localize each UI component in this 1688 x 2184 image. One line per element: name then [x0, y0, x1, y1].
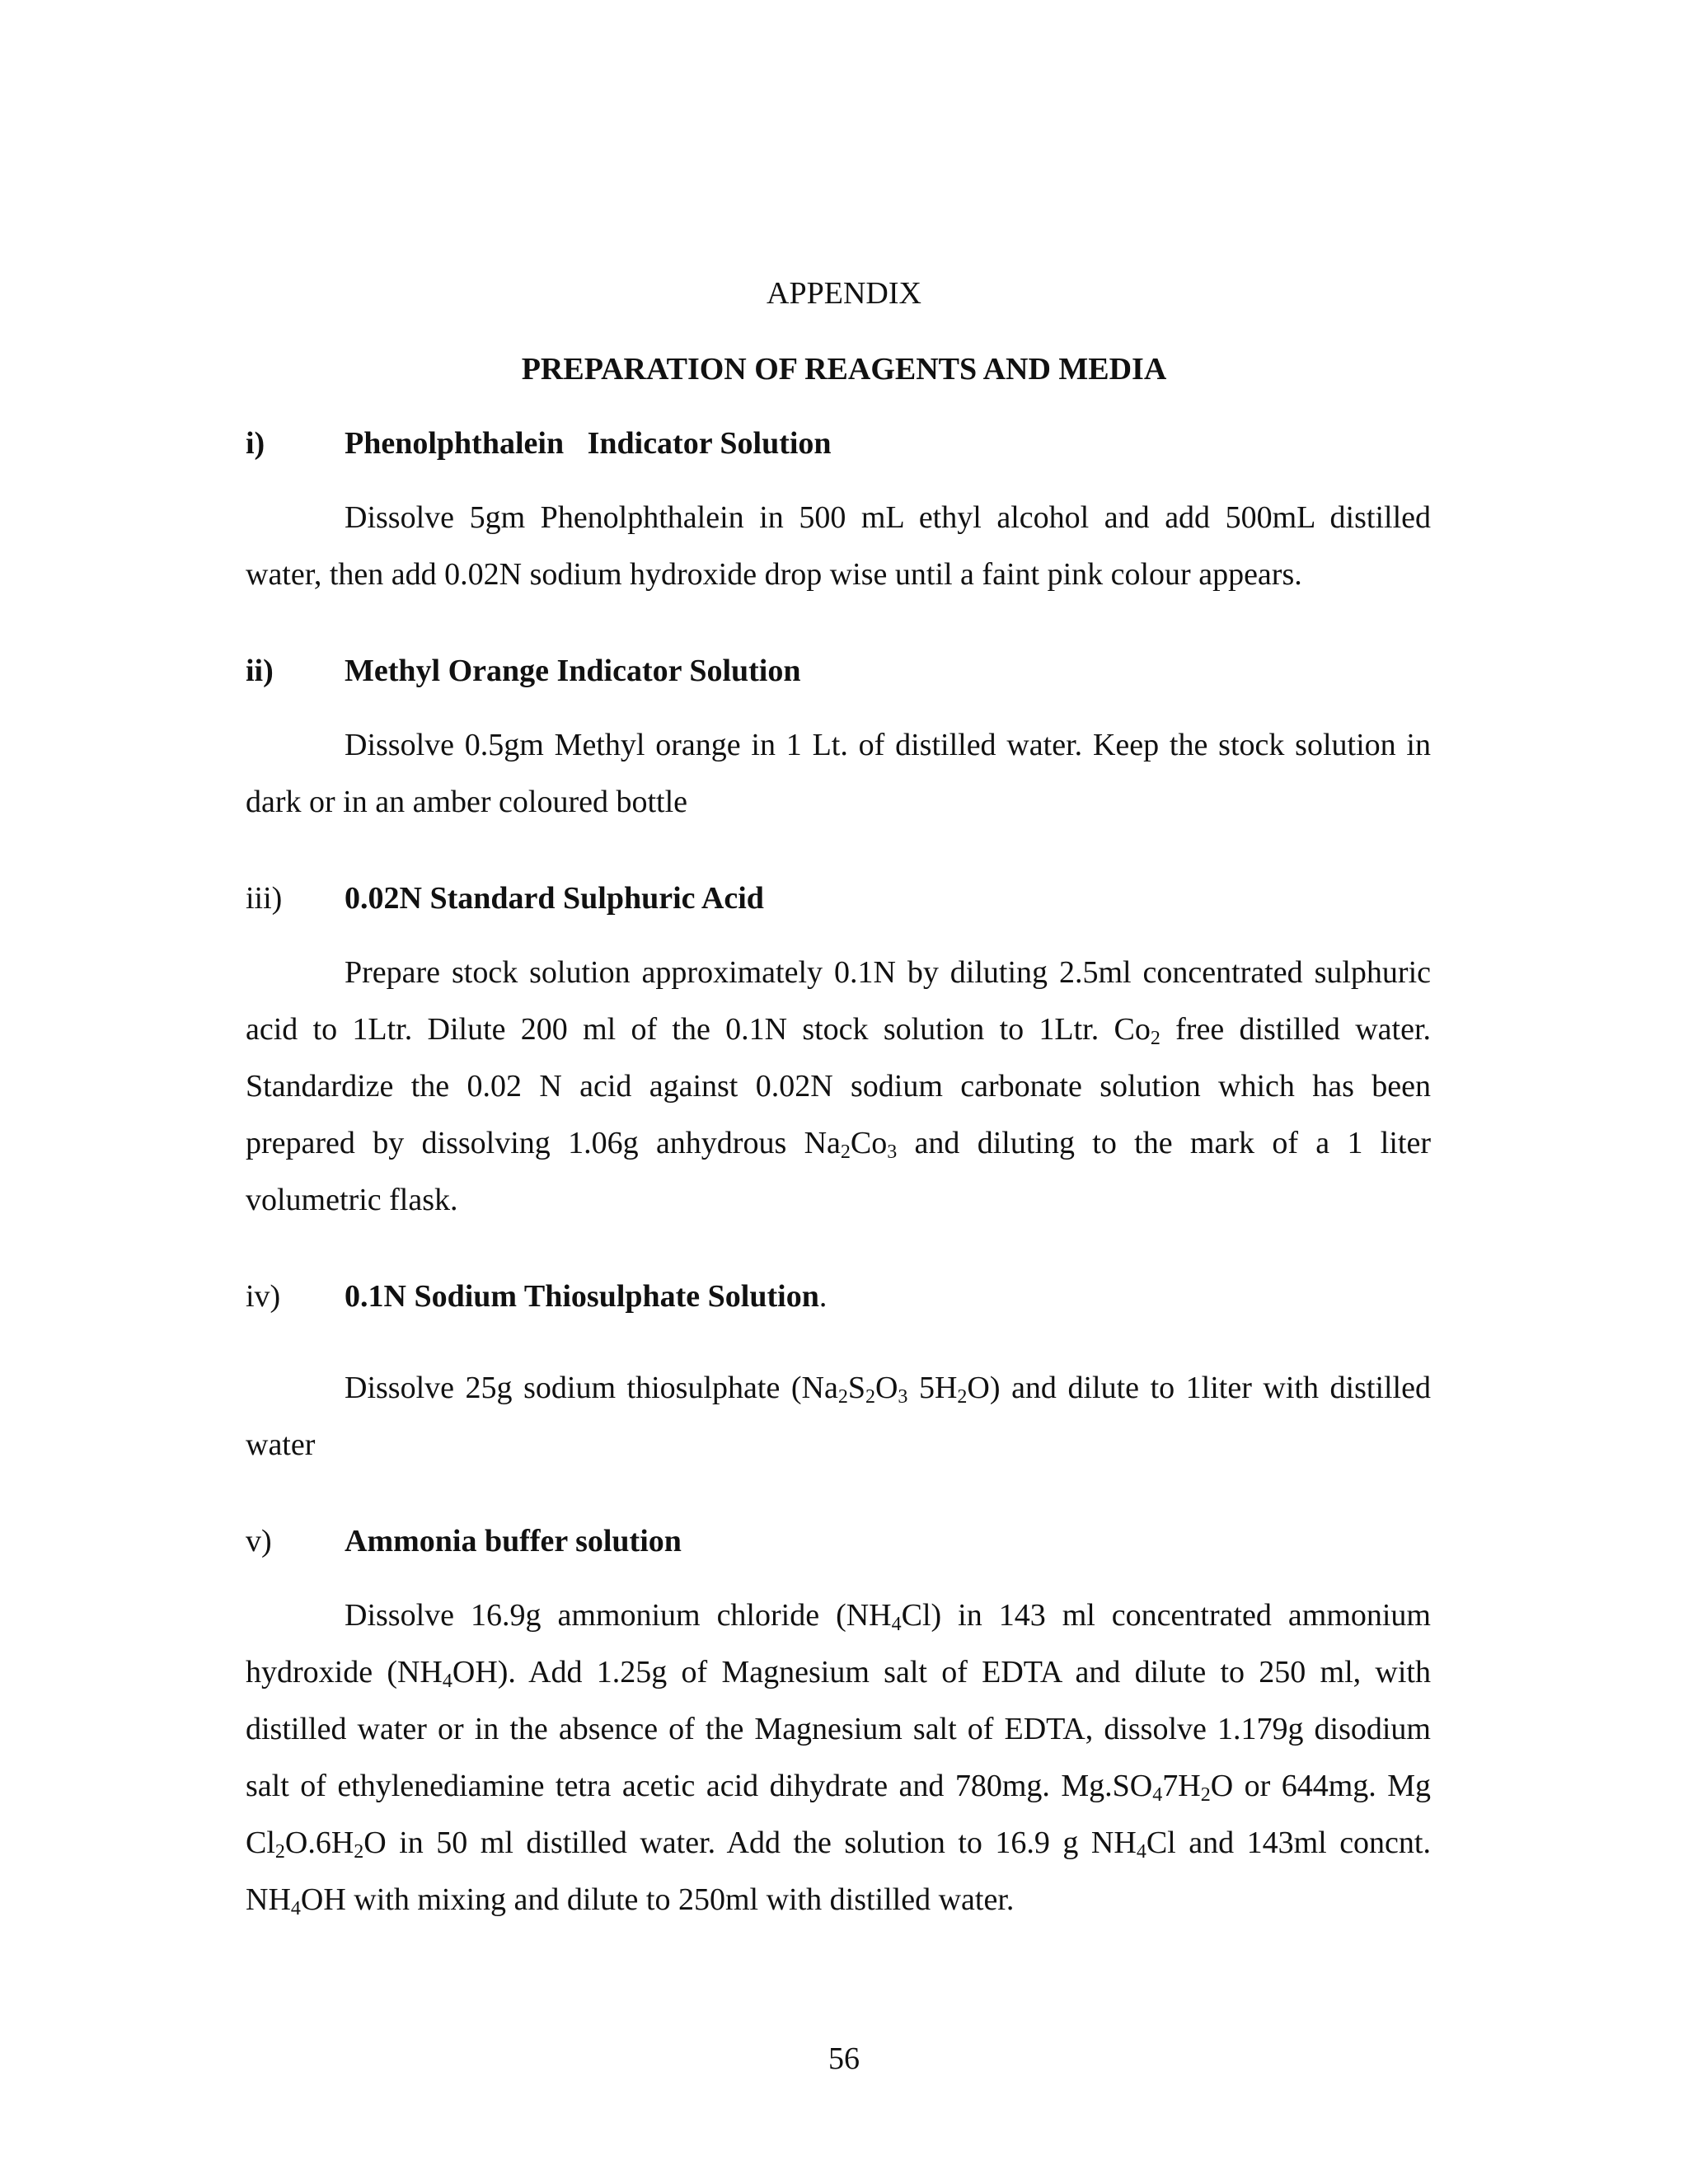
text-run: Prepare stock solution approximately 0.1N by diluting 2.5ml concentrated sulphuric acid to 1Ltr. Dilute 200 ml of the 0.1N stock solution to 1Ltr. Co [246, 955, 1431, 1047]
section-number: iii) [246, 881, 283, 916]
subscript: 3 [898, 1386, 908, 1408]
section-title: Methyl Orange Indicator Solution [345, 654, 801, 688]
subscript: 2 [957, 1386, 968, 1408]
section-body-sodium-thiosulphate [246, 1360, 1431, 1474]
text-run: S [847, 1371, 865, 1405]
section-title: Phenolphthalein Indicator Solution [345, 426, 832, 461]
page-title: PREPARATION OF REAGENTS AND MEDIA [521, 352, 1167, 387]
text-run: O) and dilute to 1liter with distilled water [246, 1371, 1431, 1462]
section-title: Ammonia buffer solution [345, 1524, 682, 1558]
subscript: 4 [442, 1671, 452, 1692]
section-number: ii) [246, 654, 274, 688]
appendix-label: APPENDIX [767, 276, 921, 311]
text-run: Dissolve 16.9g ammonium chloride (NH [345, 1598, 892, 1633]
text-run: Dissolve 25g sodium thiosulphate (Na [345, 1371, 838, 1405]
text-run: O.6H [284, 1825, 354, 1860]
section-title [345, 1277, 827, 1316]
text-run: 5H [907, 1371, 958, 1405]
subscript: 2 [354, 1841, 364, 1863]
text-run: O or 644mg. Mg Cl [246, 1769, 1431, 1860]
subscript: 2 [1150, 1028, 1160, 1049]
section-body-ammonia-buffer [246, 1587, 1431, 1929]
subscript: 4 [891, 1614, 902, 1635]
text-run: free distilled water. Standardize the 0.02 N acid against 0.02N sodium carbonate solution which has been prepared by dissolving 1.06g anhydrous Na [246, 1012, 1431, 1160]
section-body-sulphuric-acid [246, 944, 1431, 1229]
section-title-text: 0.1N Sodium Thiosulphate Solution [345, 1279, 819, 1314]
subscript: 4 [290, 1898, 301, 1919]
section-number: v) [246, 1524, 272, 1558]
section-number: i) [246, 426, 265, 461]
section-body-phenolphthalein: Dissolve 5gm Phenolphthalein in 500 mL ethyl alcohol and add 500mL distilled water, then add 0.02N sodium hydroxide drop wise until a faint pink colour appears. [246, 500, 1431, 592]
text-run: OH with mixing and dilute to 250ml with distilled water. [300, 1882, 1015, 1917]
section-title: 0.02N Standard Sulphuric Acid [345, 881, 764, 916]
text-run: O in 50 ml distilled water. Add the solution to 16.9 g NH [363, 1825, 1137, 1860]
text-run: 7H [1162, 1769, 1201, 1803]
subscript: 2 [865, 1386, 875, 1408]
text-run: OH). Add 1.25g of Magnesium salt of EDTA and dilute to 250 ml, with distilled water or in the absence of the Magnesium salt of EDTA, dissolve 1.179g disodium salt of ethylenediamine tetra acetic acid dihydrate and 780mg. Mg.SO [246, 1655, 1431, 1803]
subscript: 2 [1200, 1784, 1211, 1806]
subscript: 4 [1152, 1784, 1163, 1806]
subscript: 4 [1136, 1841, 1146, 1863]
text-run: Cl) in 143 ml concentrated ammonium hydroxide (NH [246, 1598, 1431, 1690]
section-number: iv) [246, 1279, 281, 1314]
subscript: 3 [887, 1141, 898, 1163]
text-run: and diluting to the mark of a 1 liter volumetric flask. [246, 1126, 1431, 1217]
text-run: Cl and 143ml concnt. NH [246, 1825, 1431, 1917]
subscript: 2 [837, 1386, 848, 1408]
subscript: 2 [274, 1841, 285, 1863]
page-number: 56 [828, 2041, 860, 2076]
text-run: O [874, 1371, 898, 1405]
section-body-methyl-orange: Dissolve 0.5gm Methyl orange in 1 Lt. of distilled water. Keep the stock solution in dark or in an amber coloured bottle [246, 728, 1431, 819]
text-run: Co [850, 1126, 888, 1160]
subscript: 2 [840, 1141, 851, 1163]
section-title-trail: . [818, 1279, 828, 1314]
